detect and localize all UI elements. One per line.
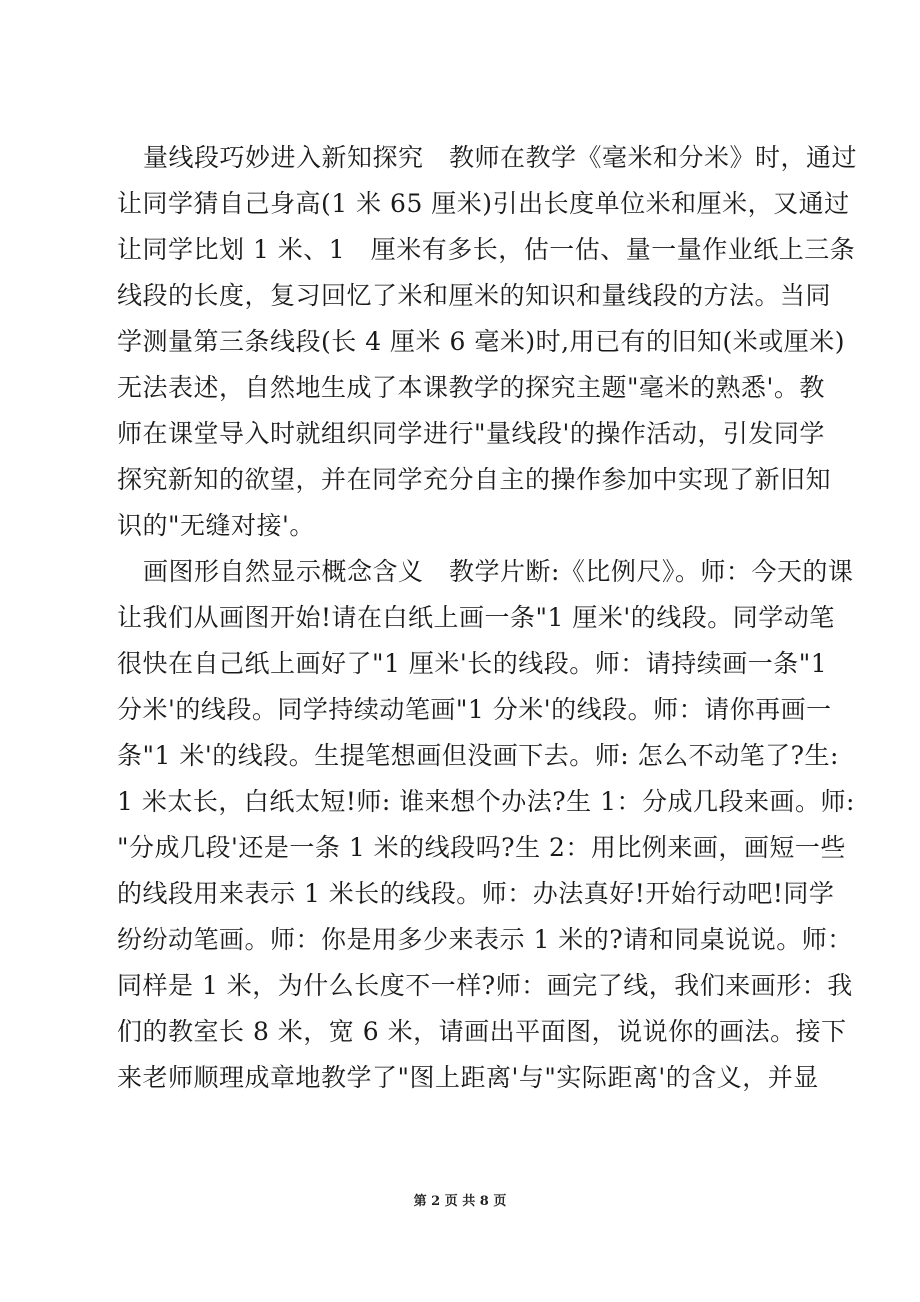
paragraph-2-line-4: 分米'的线段。同学持续动笔画"1 分米'的线段。师：请你再画一 [117, 695, 832, 724]
paragraph-2-line-10: 同样是 1 米，为什么长度不一样?师：画完了线，我们来画形：我 [117, 971, 853, 1000]
paragraph-1-line-9: 识的"无缝对接'。 [117, 511, 315, 540]
paragraph-1-line-6: 无法表述，自然地生成了本课教学的探究主题"毫米的熟悉'。教 [117, 373, 825, 402]
paragraph-2-line-12: 来老师顺理成章地教学了"图上距离'与"实际距离'的含义，并显 [117, 1063, 819, 1092]
paragraph-2-line-8: 的线段用来表示 1 米长的线段。师：办法真好!开始行动吧!同学 [117, 879, 835, 908]
paragraph-1-line-2: 让同学猜自己身高(1 米 65 厘米)引出长度单位米和厘米，又通过 [117, 189, 850, 218]
paragraph-1-line-1: 量线段巧妙进入新知探究 教师在教学《毫米和分米》时，通过 [143, 143, 858, 172]
paragraph-2-line-9: 纷纷动笔画。师：你是用多少来表示 1 米的?请和同桌说说。师： [117, 925, 853, 954]
paragraph-1-line-3: 让同学比划 1 米、1 厘米有多长，估一估、量一量作业纸上三条 [117, 235, 856, 264]
paragraph-1-line-8: 探究新知的欲望，并在同学充分自主的操作参加中实现了新旧知 [117, 465, 832, 494]
paragraph-2-line-6: 1 米太长，白纸太短!师: 谁来想个办法?生 1：分成几段来画。师: [117, 787, 855, 816]
page-number-footer: 第 2 页 共 8 页 [413, 1194, 507, 1209]
paragraph-2-line-7: "分成几段'还是一条 1 米的线段吗?生 2：用比例来画，画短一些 [117, 833, 846, 862]
paragraph-2-line-2: 让我们从画图开始!请在白纸上画一条"1 厘米'的线段。同学动笔 [117, 603, 835, 632]
paragraph-1-line-5: 学测量第三条线段(长 4 厘米 6 毫米)时,用已有的旧知(米或厘米) [117, 327, 846, 356]
paragraph-2-line-11: 们的教室长 8 米，宽 6 米，请画出平面图，说说你的画法。接下 [117, 1017, 847, 1046]
paragraph-2-line-1: 画图形自然显示概念含义 教学片断:《比例尺》。师：今天的课 [143, 557, 854, 586]
paragraph-2-line-5: 条"1 米'的线段。生提笔想画但没画下去。师: 怎么不动笔了?生: [117, 741, 839, 770]
paragraph-2-line-3: 很快在自己纸上画好了"1 厘米'长的线段。师：请持续画一条"1 [117, 649, 828, 678]
paragraph-1-line-7: 师在课堂导入时就组织同学进行"量线段'的操作活动，引发同学 [117, 419, 825, 448]
paragraph-1-line-4: 线段的长度，复习回忆了米和厘米的知识和量线段的方法。当同 [117, 281, 832, 310]
